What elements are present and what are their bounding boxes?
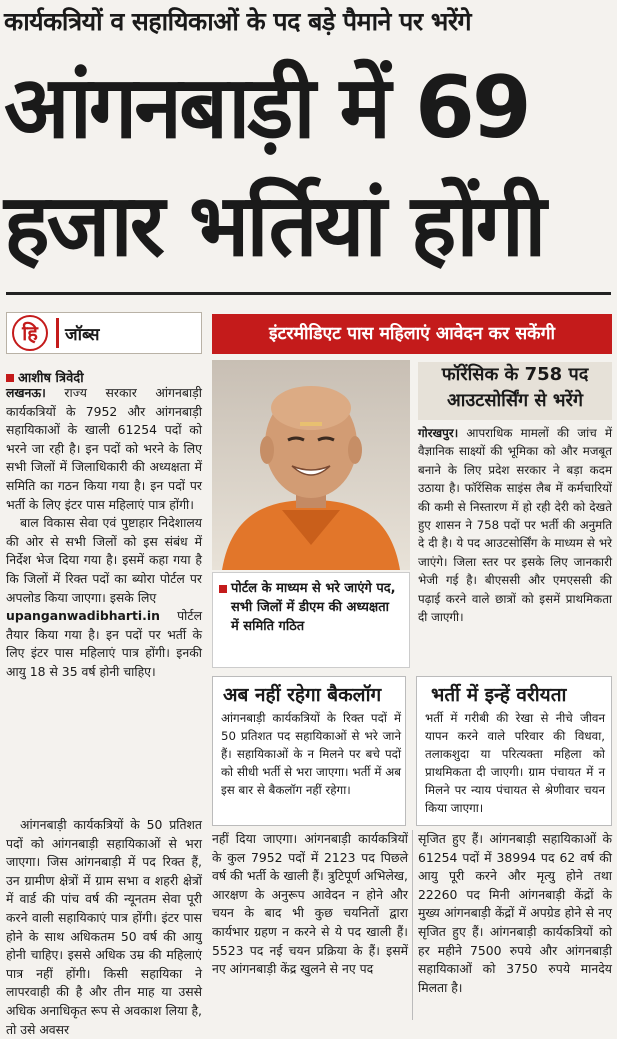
bullet-square-icon: [219, 585, 227, 593]
dateline: लखनऊ।: [6, 385, 46, 400]
forensic-title-line-1: फॉरेंसिक के 758 पद: [441, 364, 589, 385]
main-story-column-3: [418, 830, 612, 1020]
priority-box: [416, 676, 612, 826]
backlog-box: [212, 676, 406, 826]
headline-line-1: आंगनबाड़ी में 69: [4, 58, 529, 158]
priority-text: भर्ती में गरीबी की रेखा से नीचे जीवन यापन करने वाले परिवार की विधवा, तलाकशुदा या परित्यक्ता महिला को प्राथमिकता दी जाएगी। ग्राम पंचायत में न मिलने पर न्याय पंचायत से श्रेणीवार चयन किया जाएगा।: [425, 711, 605, 815]
column-divider: [412, 830, 413, 1020]
brand-divider: [56, 318, 59, 348]
headline-line-2: हजार भर्तियां होंगी: [4, 176, 544, 276]
main-story-column-1-continued: [6, 816, 202, 1037]
cm-portrait-photo: [212, 360, 410, 570]
caption-text: पोर्टल के माध्यम से भरे जाएंगे पद, सभी जिलों में डीएम की अध्यक्षता में समिति गठित: [231, 581, 396, 634]
forensic-heading: [418, 362, 612, 420]
forensic-story: [418, 424, 612, 674]
priority-title: भर्ती में इन्हें वरीयता: [431, 684, 567, 706]
forensic-dateline: गोरखपुर।: [418, 426, 459, 440]
main-story-column-1: [6, 384, 202, 816]
story-paragraph-1: राज्य सरकार आंगनबाड़ी कार्यकत्रियों के 7952 और आंगनबाड़ी सहायिकाओं के खाली 61254 पदों को भरने जा रही है। इन पदों को भरने के लिए सभी जिलों में जिलाधिकारी की अध्यक्षता में समिति का गठन किया गया है। इन पदों पर भर्ती के लिए इंटर पास महिलाएं पात्र होंगी।: [6, 385, 202, 512]
photo-caption: [212, 572, 410, 668]
forensic-body: आपराधिक मामलों की जांच में वैज्ञानिक साक्ष्यों की भूमिका को और मजबूत बनाने के लिए प्रदेश सरकार ने बड़ा कदम उठाया है। फॉरेंसिक साइंस लैब में कर्मचारियों की कमी से निस्तारण में हो रही देरी को देखते हुए शासन ने 758 पदों पर भर्ती की अनुमति दे दी है। ये पद आउटसोर्सिंग के माध्यम से भरे जाएंगे। जिला स्तर पर इसके लिए जानकारी भेजी गई है। बीएससी और एमएससी की पढ़ाई करने वाले छात्रों को इसमें प्राथमिकता दी जाएगी।: [418, 426, 612, 625]
story-paragraph-3: पोर्टल तैयार किया गया है। इन पदों पर भर्ती के लिए इंटर पास महिलाएं पात्र होंगी। इनकी आयु 18 से 35 वर्ष होनी चाहिए।: [6, 608, 202, 679]
newspaper-logo-icon: हि: [12, 315, 48, 351]
backlog-body: [221, 709, 401, 825]
jobs-section-label: [6, 312, 202, 354]
forensic-title-line-2: आउटसोर्सिंग से भरेंगे: [447, 390, 583, 411]
story-paragraph-5: नहीं दिया जाएगा। आंगनबाड़ी कार्यकत्रियों के कुल 7952 पदों में 2123 पद पिछले वर्ष की भर्ती के खाली हैं। त्रुटिपूर्ण अभिलेख, आरक्षण के अनुरूप आवेदन न होने और चयन के बाद भी कुछ चयनितों द्वारा कार्यभार ग्रहण न करने से ये पद खाली हैं। 5523 पद नई चयन प्रक्रिया के हैं। इसमें नए आंगनबाड़ी केंद्र खुलने से नए पद: [212, 831, 408, 977]
bullet-square-icon: [6, 374, 14, 382]
section-name: जॉब्स: [65, 324, 100, 345]
portal-website: upanganwadibharti.in: [6, 608, 160, 624]
story-paragraph-6: सृजित हुए हैं। आंगनबाड़ी सहायिकाओं के 61254 पदों में 38994 पद 62 वर्ष की आयु पूरी करने और मृत्यु होने तथा 22260 पद मिनी आंगनबाड़ी केंद्रों के मुख्य आंगनबाड़ी केंद्रों में अपग्रेड होने से नए सृजित हुए हैं। आंगनबाड़ी कार्यकत्रियों को हर महीने 7500 रुपये और आंगनबाड़ी सहायिकाओं को 3750 रुपये मानदेय मिलता है।: [418, 831, 612, 995]
backlog-text: आंगनबाड़ी कार्यकत्रियों के रिक्त पदों में 50 प्रतिशत पद सहायिकाओं से भरे जाने हैं। सहायिकाओं के न मिलने पर बचे पदों को सीधी भर्ती से भरा जाएगा। भर्ती में अब इस बार से बैकलॉग नहीं रहेगा।: [221, 711, 401, 797]
story-paragraph-2: बाल विकास सेवा एवं पुष्टाहार निदेशालय की ओर से सभी जिलों को इस संबंध में निर्देश भेज दिया गया है। इसमें कहा गया है कि जिलों में रिक्त पदों का ब्योरा पोर्टल पर अपलोड किया जाएगा। इसके लिए: [6, 515, 202, 605]
eligibility-banner: इंटरमीडिएट पास महिलाएं आवेदन कर सकेंगी: [212, 314, 612, 354]
author-name: आशीष त्रिवेदी: [18, 371, 84, 386]
priority-body: [425, 709, 605, 825]
main-story-column-2: [212, 830, 408, 1020]
kicker-headline: कार्यकत्रियों व सहायिकाओं के पद बड़े पैमाने पर भरेंगे: [4, 7, 472, 36]
headline-rule: [6, 292, 611, 295]
story-paragraph-4: आंगनबाड़ी कार्यकत्रियों के 50 प्रतिशत पदों को आंगनबाड़ी सहायिकाओं से भरा जाएगा। जिस आंगनबाड़ी में पद रिक्त हैं, उन ग्रामीण क्षेत्रों में ग्राम सभा व शहरी क्षेत्रों में वार्ड की पांच वर्ष की न्यूनतम सेवा पूरी करने वाली सहायिकाएं पात्र होंगी। इंटर पास होने के साथ अधिकतम 50 वर्ष की आयु होनी चाहिए। इससे अधिक उम्र की महिलाएं पात्र नहीं होंगी। किसी सहायिका ने लापरवाही की है और तीन माह या उससे अधिक अनाधिकृत रूप से अवकाश लिया है, तो उसे अवसर: [6, 817, 202, 1037]
backlog-title: अब नहीं रहेगा बैकलॉग: [223, 684, 382, 706]
